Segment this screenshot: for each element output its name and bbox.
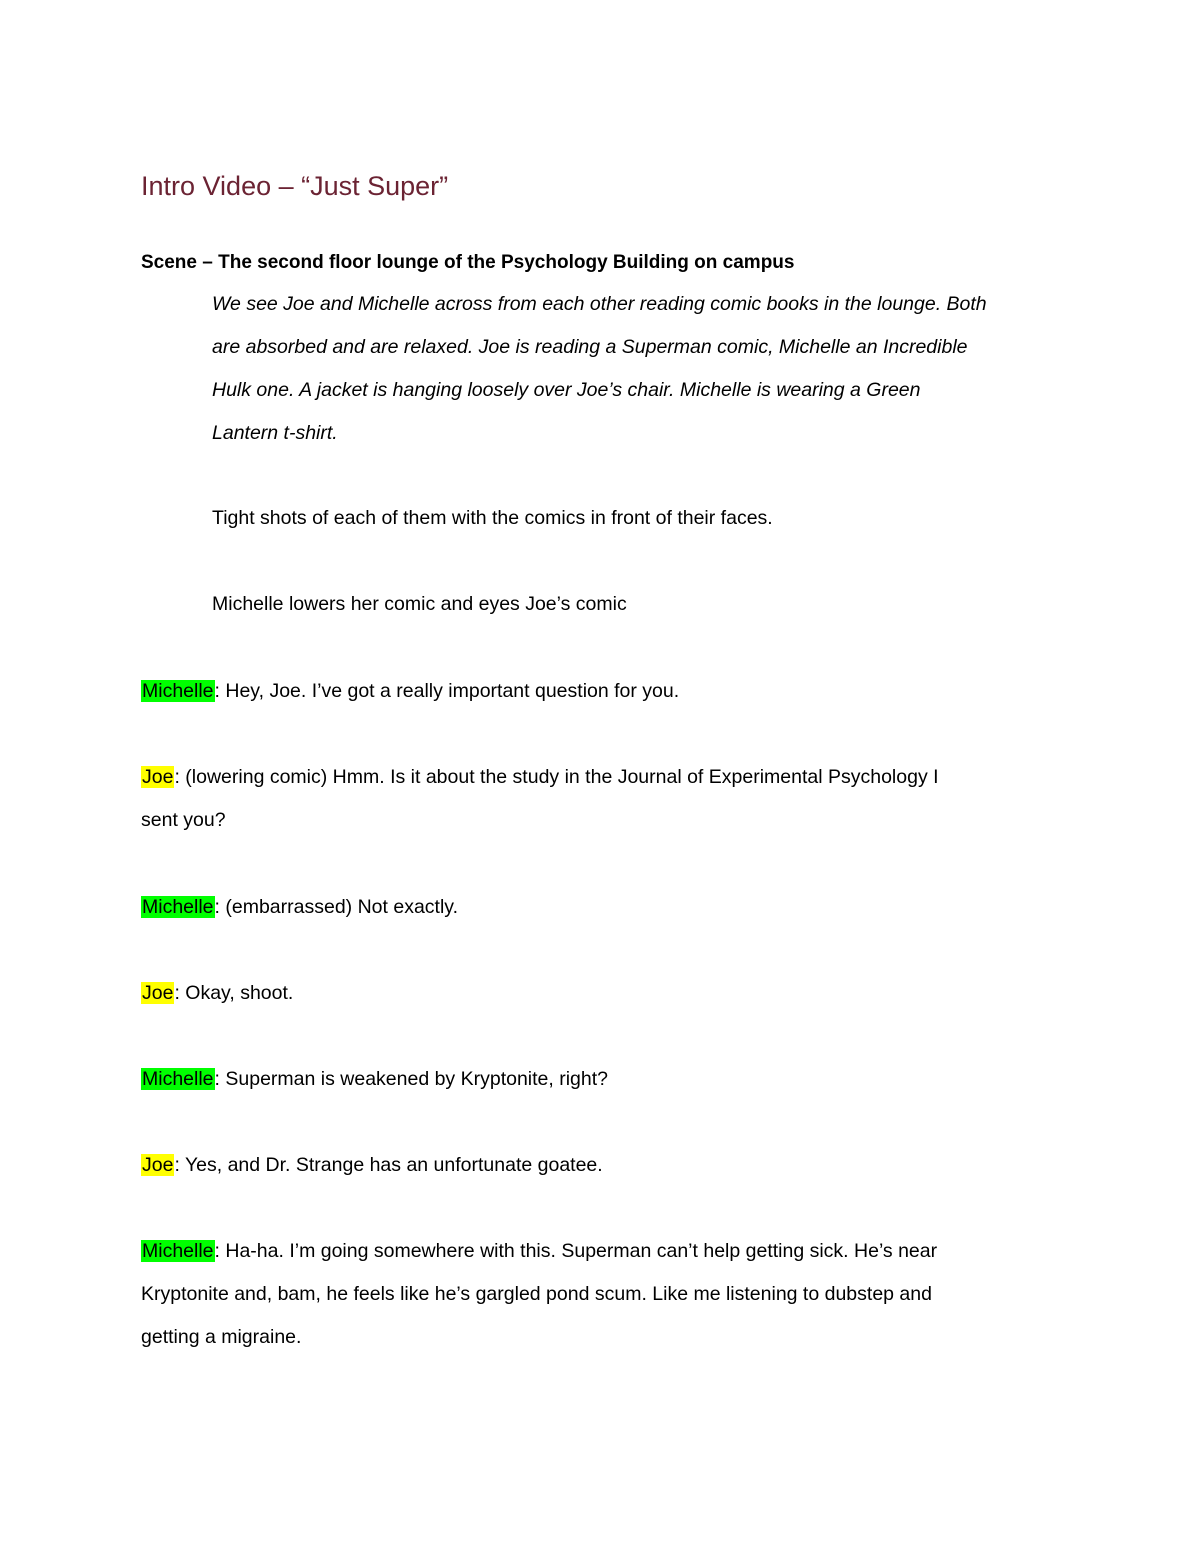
- dialogue-text: Hey, Joe. I’ve got a really important question for you.: [225, 680, 680, 702]
- dialogue-line: [141, 1144, 1061, 1187]
- speaker-name: Michelle: [142, 680, 214, 702]
- dialogue-text: Superman is weakened by Kryptonite, right?: [225, 1068, 609, 1090]
- scene-description-line: Hulk one. A jacket is hanging loosely over Joe’s chair. Michelle is wearing a Green: [212, 379, 921, 401]
- speaker-name: Michelle: [142, 1240, 214, 1262]
- separator: :: [174, 1154, 185, 1176]
- dialogue-text: Yes, and Dr. Strange has an unfortunate goatee.: [184, 1154, 603, 1176]
- dialogue-text: Okay, shoot.: [185, 982, 294, 1004]
- dialogue-line: sent you?: [141, 809, 226, 831]
- dialogue-line: [141, 756, 1061, 799]
- scene-description-line: Lantern t-shirt.: [212, 422, 338, 444]
- speaker-name: Joe: [142, 766, 174, 788]
- dialogue-line: Kryptonite and, bam, he feels like he’s gargled pond scum. Like me listening to dubstep and: [141, 1283, 932, 1305]
- dialogue-block: [141, 886, 1061, 929]
- dialogue-block: [141, 972, 1061, 1015]
- stage-direction-text: Michelle lowers her comic and eyes Joe’s comic: [212, 593, 627, 615]
- dialogue-block: [141, 670, 1061, 713]
- separator: :: [174, 982, 186, 1004]
- speaker-name: Joe: [142, 1154, 174, 1176]
- speaker-name: Michelle: [142, 1068, 214, 1090]
- document-title: Intro Video – “Just Super”: [141, 171, 449, 201]
- dialogue-block: [141, 1058, 1061, 1101]
- stage-direction: [212, 583, 1072, 626]
- speaker-name: Michelle: [142, 896, 214, 918]
- dialogue-line: [141, 972, 1061, 1015]
- speaker-name: Joe: [142, 982, 174, 1004]
- separator: :: [214, 1240, 226, 1262]
- separator: :: [174, 766, 186, 788]
- scene-description-line: are absorbed and are relaxed. Joe is reading a Superman comic, Michelle an Incredible: [212, 336, 968, 358]
- dialogue-block: [141, 1230, 1061, 1359]
- dialogue-text: (lowering comic) Hmm. Is it about the study in the Journal of Experimental Psychology I: [185, 766, 939, 788]
- dialogue-line: [141, 886, 1061, 929]
- separator: :: [214, 680, 226, 702]
- dialogue-block: [141, 1144, 1061, 1187]
- dialogue-line: [141, 1058, 1061, 1101]
- separator: :: [214, 1068, 226, 1090]
- dialogue-block: [141, 756, 1061, 842]
- stage-direction-text: Tight shots of each of them with the comics in front of their faces.: [212, 507, 773, 529]
- dialogue-line: [141, 1230, 1061, 1273]
- separator: :: [214, 896, 226, 918]
- scene-description-line: We see Joe and Michelle across from each other reading comic books in the lounge. Both: [212, 293, 987, 315]
- dialogue-text: (embarrassed) Not exactly.: [225, 896, 459, 918]
- dialogue-line: getting a migraine.: [141, 1326, 302, 1348]
- scene-heading: Scene – The second floor lounge of the Psychology Building on campus: [141, 252, 795, 273]
- scene-description: [212, 283, 1072, 455]
- dialogue-line: [141, 670, 1061, 713]
- stage-direction: [212, 497, 1072, 540]
- dialogue-text: Ha-ha. I’m going somewhere with this. Superman can’t help getting sick. He’s near: [225, 1240, 938, 1262]
